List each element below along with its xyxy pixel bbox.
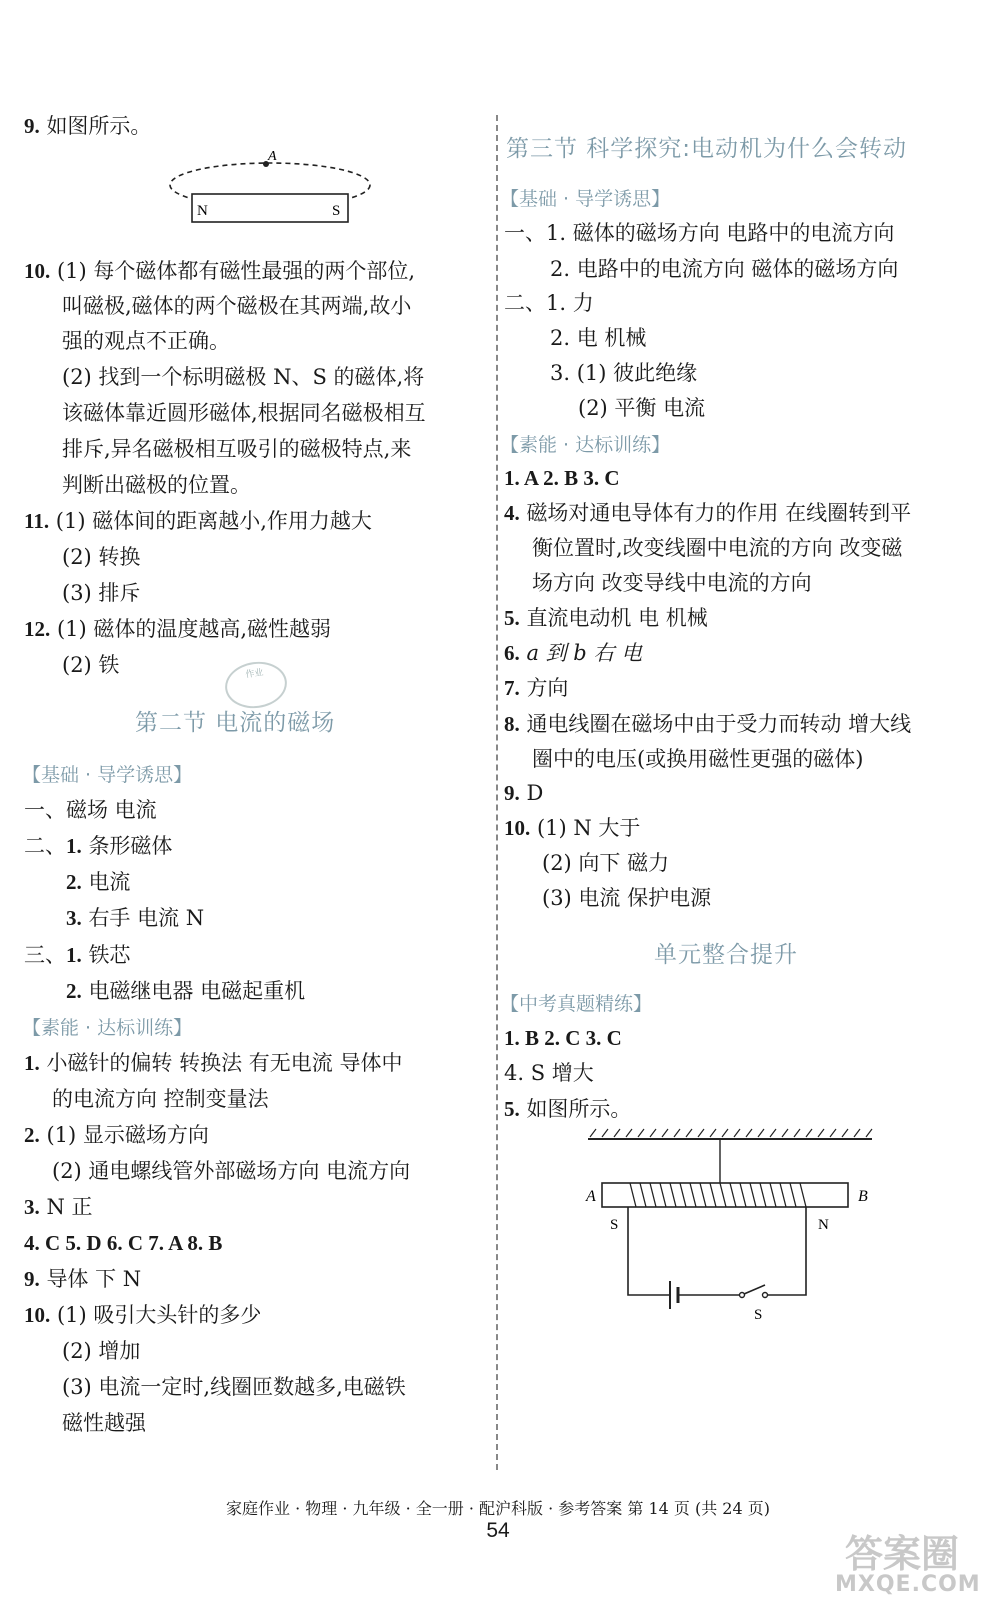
a10-line3: (3) 电流一定时,线圈匝数越多,电磁铁 <box>62 1375 406 1399</box>
a2-text: (1) 显示磁场方向 <box>46 1123 209 1147</box>
b7-line <box>504 675 568 701</box>
c4-line: 4. S 增大 <box>504 1061 594 1085</box>
magnet-figure <box>160 150 380 230</box>
s2-3-text: 右手 电流 N <box>88 906 205 930</box>
b4-line2: 衡位置时,改变线圈中电流的方向 改变磁 <box>532 536 903 560</box>
b1-3-line: 1. A 2. B 3. C <box>504 466 620 490</box>
q12-line1 <box>24 616 331 642</box>
section2-title: 第二节 电流的磁场 <box>135 710 336 736</box>
q11-line1 <box>24 508 372 534</box>
solenoid-figure <box>580 1125 880 1325</box>
a1-text: 小磁针的偏转 转换法 有无电流 导体中 <box>46 1051 403 1075</box>
b8-line1 <box>504 711 911 737</box>
stamp-text: 作业 <box>244 667 265 681</box>
r2-line2: 2. 电 机械 <box>550 326 647 350</box>
s3-prefix: 三、 <box>24 943 66 967</box>
a9-line <box>24 1266 141 1292</box>
s3-line1 <box>24 942 130 968</box>
q10-line5: 该磁体靠近圆形磁体,根据同名磁极相互 <box>62 401 426 425</box>
s2-3-number: 3. <box>66 906 82 930</box>
a1-number: 1. <box>24 1051 40 1075</box>
s3-2-text: 电磁继电器 电磁起重机 <box>88 979 306 1003</box>
watermark-url: MXQE.COM <box>835 1572 981 1597</box>
q10-text: (1) 每个磁体都有磁性最强的两个部位, <box>56 259 416 283</box>
s3-1-text: 铁芯 <box>88 943 131 967</box>
c5-line <box>504 1096 631 1122</box>
label-s: S <box>332 203 341 219</box>
q10-number: 10. <box>24 259 51 283</box>
q10-line4: (2) 找到一个标明磁极 N、S 的磁体,将 <box>62 365 425 389</box>
bar-magnet <box>192 194 348 222</box>
c5-number: 5. <box>504 1097 520 1121</box>
q10-line3: 强的观点不正确。 <box>62 329 230 353</box>
q11-number: 11. <box>24 509 50 533</box>
a9-text: 导体 下 N <box>46 1267 142 1291</box>
q11-line3: (3) 排斥 <box>62 581 141 605</box>
b7-text: 方向 <box>526 676 569 700</box>
ceiling-hatch <box>590 1129 872 1137</box>
a10-line2: (2) 增加 <box>62 1339 141 1363</box>
s3-1-number: 1. <box>66 943 82 967</box>
a2-line1 <box>24 1122 209 1148</box>
b6-number: 6. <box>504 641 520 665</box>
b6-line <box>504 640 642 666</box>
tag-skills-1: 【素能 · 达标训练】 <box>22 1017 193 1039</box>
r2-line4: (2) 平衡 电流 <box>578 396 706 420</box>
b9-line <box>504 780 543 806</box>
b10-line2: (2) 向下 磁力 <box>542 851 670 875</box>
label-a: A <box>586 1188 596 1205</box>
s2-prefix: 二、 <box>24 834 66 858</box>
tag-exam: 【中考真题精练】 <box>500 993 653 1015</box>
b10-line1 <box>504 815 640 841</box>
label-a: A <box>268 150 277 164</box>
b10-number: 10. <box>504 816 531 840</box>
a3-line <box>24 1194 93 1220</box>
b4-line1 <box>504 500 911 526</box>
label-n: N <box>197 203 208 219</box>
s2-line3 <box>66 905 204 931</box>
a10-line4: 磁性越强 <box>62 1411 146 1435</box>
a10-text: (1) 吸引大头针的多少 <box>56 1303 262 1327</box>
circuit-wire <box>628 1207 670 1295</box>
a10-line1 <box>24 1302 261 1328</box>
s2-line2 <box>66 869 130 895</box>
s1-line: 一、磁场 电流 <box>24 798 157 822</box>
b5-line <box>504 605 708 631</box>
s2-2-text: 电流 <box>88 870 131 894</box>
a9-number: 9. <box>24 1267 40 1291</box>
b7-number: 7. <box>504 676 520 700</box>
switch-lever <box>744 1285 765 1294</box>
page-number: 54 <box>486 1519 510 1542</box>
b4-number: 4. <box>504 501 520 525</box>
b10-text: (1) N 大于 <box>536 816 641 840</box>
circuit-wire-right <box>765 1207 806 1295</box>
b8-text: 通电线圈在磁场中由于受力而转动 增大线 <box>526 712 912 736</box>
a4-8-line: 4. C 5. D 6. C 7. A 8. B <box>24 1231 223 1255</box>
a3-number: 3. <box>24 1195 40 1219</box>
label-b: B <box>858 1188 868 1205</box>
c1-3-line: 1. B 2. C 3. C <box>504 1026 622 1050</box>
q9-number: 9. <box>24 114 40 138</box>
s2-line1 <box>24 833 172 859</box>
b8-line2: 圈中的电压(或换用磁性更强的磁体) <box>532 747 864 771</box>
tag-basic-2: 【基础 · 导学诱思】 <box>500 188 671 210</box>
s2-2-number: 2. <box>66 870 82 894</box>
unit-title: 单元整合提升 <box>654 942 798 968</box>
b10-line3: (3) 电流 保护电源 <box>542 886 712 910</box>
label-n-pole: N <box>818 1217 829 1233</box>
q10-line7: 判断出磁极的位置。 <box>62 473 251 497</box>
r2-prefix: 二、 <box>504 291 546 315</box>
b8-number: 8. <box>504 712 520 736</box>
b4-text: 磁场对通电导体有力的作用 在线圈转到平 <box>526 501 912 525</box>
switch-contact <box>763 1293 768 1298</box>
s3-2-number: 2. <box>66 979 82 1003</box>
watermark-logo: 答案圈 <box>845 1532 960 1576</box>
b9-number: 9. <box>504 781 520 805</box>
r1-prefix: 一、 <box>504 221 546 245</box>
q9-line <box>24 113 151 139</box>
tag-skills-2: 【素能 · 达标训练】 <box>500 434 671 456</box>
r2-line1 <box>504 290 594 316</box>
page-footer: 家庭作业 · 物理 · 九年级 · 全一册 · 配沪科版 · 参考答案 第 14 页 (共 24 页) <box>225 1499 770 1518</box>
s2-1-text: 条形磁体 <box>88 834 173 858</box>
a1-line1 <box>24 1050 402 1076</box>
s3-line2 <box>66 978 305 1004</box>
r2-line3: 3. (1) 彼此绝缘 <box>550 361 698 385</box>
q11-text: (1) 磁体间的距离越小,作用力越大 <box>55 509 372 533</box>
a1-line2: 的电流方向 控制变量法 <box>52 1087 269 1111</box>
q12-line2: (2) 铁 <box>62 653 120 677</box>
section3-title: 第三节 科学探究:电动机为什么会转动 <box>506 136 908 162</box>
q9-text: 如图所示。 <box>46 114 152 138</box>
q10-line6: 排斥,异名磁极相互吸引的磁极特点,来 <box>62 437 412 461</box>
r2-1-text: 1. 力 <box>546 291 594 315</box>
b5-number: 5. <box>504 606 520 630</box>
label-switch: S <box>754 1307 763 1323</box>
a2-line2: (2) 通电螺线管外部磁场方向 电流方向 <box>52 1159 411 1183</box>
tag-basic-1: 【基础 · 导学诱思】 <box>22 764 193 786</box>
q12-number: 12. <box>24 617 51 641</box>
a3-text: N 正 <box>46 1195 93 1219</box>
column-divider <box>496 115 498 1470</box>
s2-1-number: 1. <box>66 834 82 858</box>
r1-line1 <box>504 220 894 246</box>
c5-text: 如图所示。 <box>526 1097 632 1121</box>
b4-line3: 场方向 改变导线中电流的方向 <box>532 571 812 595</box>
q10-line1 <box>24 258 415 284</box>
r1-1-text: 1. 磁体的磁场方向 电路中的电流方向 <box>546 221 895 245</box>
q10-line2: 叫磁极,磁体的两个磁极在其两端,故小 <box>62 294 412 318</box>
q11-line2: (2) 转换 <box>62 545 141 569</box>
b6-text: a 到 b 右 电 <box>526 641 643 665</box>
a10-number: 10. <box>24 1303 51 1327</box>
r1-line2: 2. 电路中的电流方向 磁体的磁场方向 <box>550 257 899 281</box>
b9-text: D <box>526 781 544 805</box>
q12-text: (1) 磁体的温度越高,磁性越弱 <box>56 617 332 641</box>
label-s-pole: S <box>610 1217 619 1233</box>
a2-number: 2. <box>24 1123 40 1147</box>
b5-text: 直流电动机 电 机械 <box>526 606 708 630</box>
